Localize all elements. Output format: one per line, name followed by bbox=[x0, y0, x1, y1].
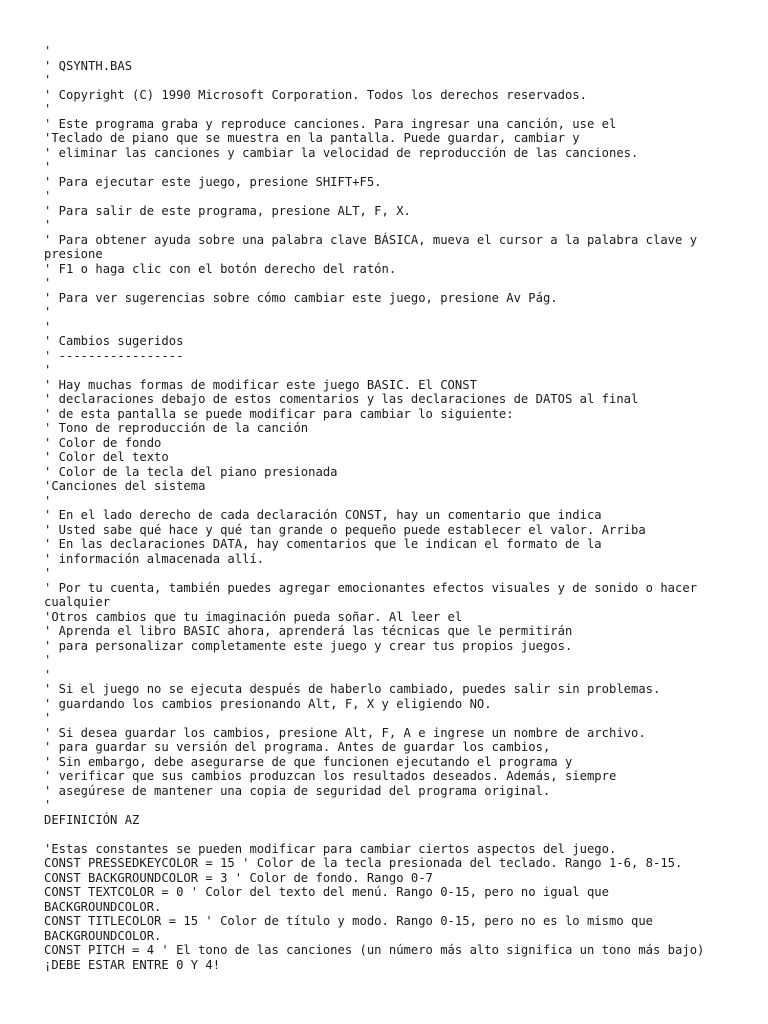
code-line: CONST PRESSEDKEYCOLOR = 15 ' Color de la tecla presionada del teclado. Rango 1-6, 8-15. bbox=[44, 856, 683, 870]
code-line: 'Estas constantes se pueden modificar para cambiar ciertos aspectos del juego. bbox=[44, 841, 617, 856]
code-line: BACKGROUNDCOLOR. bbox=[44, 899, 162, 914]
code-line: ' bbox=[44, 798, 52, 812]
code-line: presione bbox=[44, 247, 103, 261]
code-line: DEFINICIÓN AZ bbox=[44, 812, 140, 827]
code-line: ' F1 o haga clic con el botón derecho del ratón. bbox=[44, 261, 397, 276]
code-line: ' guardando los cambios presionando Alt, F, X y eligiendo NO. bbox=[44, 696, 492, 711]
code-line: ' Este programa graba y reproduce canciones. Para ingresar una canción, use el bbox=[44, 116, 617, 131]
code-line: CONST TITLECOLOR = 15 ' Color de título y modo. Rango 0-15, pero no es lo mismo que bbox=[44, 914, 654, 928]
code-line: ' bbox=[44, 305, 52, 319]
code-line: ' Color de fondo bbox=[44, 435, 162, 450]
code-line: ' bbox=[44, 189, 52, 203]
code-line: ' Color de la tecla del piano presionada bbox=[44, 464, 338, 479]
code-line: 'Teclado de piano que se muestra en la pantalla. Puede guardar, cambiar y bbox=[44, 131, 580, 145]
code-line: ' bbox=[44, 493, 52, 508]
code-line: cualquier bbox=[44, 595, 111, 609]
code-line: ' Hay muchas formas de modificar este juego BASIC. El CONST bbox=[44, 377, 477, 392]
code-line: ' verificar que sus cambios produzcan los resultados deseados. Además, siempre bbox=[44, 769, 617, 783]
code-line: ' bbox=[44, 711, 52, 725]
code-line: 'Otros cambios que tu imaginación pueda soñar. Al leer el bbox=[44, 609, 463, 624]
code-line: ' QSYNTH.BAS bbox=[44, 58, 133, 73]
code-line: ' Cambios sugeridos bbox=[44, 334, 184, 348]
code-line: ' bbox=[44, 44, 52, 58]
code-line: ' declaraciones debajo de estos comentarios y las declaraciones de DATOS al final bbox=[44, 392, 639, 406]
code-line: ' bbox=[44, 319, 52, 334]
code-line: ' asegúrese de mantener una copia de seguridad del programa original. bbox=[44, 783, 551, 798]
code-line: BACKGROUNDCOLOR. bbox=[44, 928, 162, 943]
code-line: ' Para ejecutar este juego, presione SHIFT+F5. bbox=[44, 174, 382, 189]
code-line: ' Color del texto bbox=[44, 450, 169, 464]
code-line: ' bbox=[44, 73, 52, 87]
code-line: ' ----------------- bbox=[44, 348, 184, 363]
code-line: ' En el lado derecho de cada declaración CONST, hay un comentario que indica bbox=[44, 508, 602, 522]
code-line: CONST PITCH = 4 ' El tono de las canciones (un número más alto significa un tono más bajo) bbox=[44, 943, 705, 957]
code-line: ' bbox=[44, 363, 52, 377]
code-line: CONST TEXTCOLOR = 0 ' Color del texto del menú. Rango 0-15, pero no igual que bbox=[44, 885, 609, 899]
document-page bbox=[44, 44, 768, 972]
code-line: ' de esta pantalla se puede modificar para cambiar lo siguiente: bbox=[44, 406, 514, 421]
code-line: ' Por tu cuenta, también puedes agregar emocionantes efectos visuales y de sonido o hacer bbox=[44, 580, 698, 595]
code-line: ' Para ver sugerencias sobre cómo cambiar este juego, presione Av Pág. bbox=[44, 290, 558, 305]
code-line: ' información almacenada allí. bbox=[44, 551, 265, 566]
code-line: ' bbox=[44, 102, 52, 116]
code-line: CONST BACKGROUNDCOLOR = 3 ' Color de fondo. Rango 0-7 bbox=[44, 870, 433, 885]
code-line: ¡DEBE ESTAR ENTRE 0 Y 4! bbox=[44, 957, 221, 972]
code-line: ' Si el juego no se ejecuta después de haberlo cambiado, puedes salir sin problemas. bbox=[44, 682, 661, 696]
code-line: ' Para salir de este programa, presione ALT, F, X. bbox=[44, 203, 411, 218]
code-line: ' En las declaraciones DATA, hay comentarios que le indican el formato de la bbox=[44, 537, 602, 551]
code-line: ' Aprenda el libro BASIC ahora, aprenderá las técnicas que le permitirán bbox=[44, 624, 573, 638]
code-line: ' Para obtener ayuda sobre una palabra clave BÁSICA, mueva el cursor a la palabra clave y bbox=[44, 232, 698, 247]
code-line bbox=[44, 827, 768, 842]
code-line: 'Canciones del sistema bbox=[44, 479, 206, 493]
code-line: ' bbox=[44, 218, 52, 232]
code-line: ' Tono de reproducción de la canción bbox=[44, 421, 309, 435]
code-line: ' bbox=[44, 160, 52, 174]
code-line: ' bbox=[44, 276, 52, 290]
code-line: ' Usted sabe qué hace y qué tan grande o pequeño puede establecer el valor. Arriba bbox=[44, 522, 646, 537]
code-line: ' bbox=[44, 653, 52, 667]
code-line: ' Copyright (C) 1990 Microsoft Corporation. Todos los derechos reservados. bbox=[44, 87, 587, 102]
code-line: ' bbox=[44, 667, 52, 682]
code-line: ' para guardar su versión del programa. Antes de guardar los cambios, bbox=[44, 740, 551, 754]
code-line: ' Si desea guardar los cambios, presione Alt, F, A e ingrese un nombre de archivo. bbox=[44, 725, 646, 740]
code-line: ' eliminar las canciones y cambiar la velocidad de reproducción de las canciones. bbox=[44, 145, 639, 160]
code-line: ' bbox=[44, 566, 52, 580]
code-line: ' Sin embargo, debe asegurarse de que funcionen ejecutando el programa y bbox=[44, 754, 573, 769]
code-line: ' para personalizar completamente este juego y crear tus propios juegos. bbox=[44, 638, 573, 653]
